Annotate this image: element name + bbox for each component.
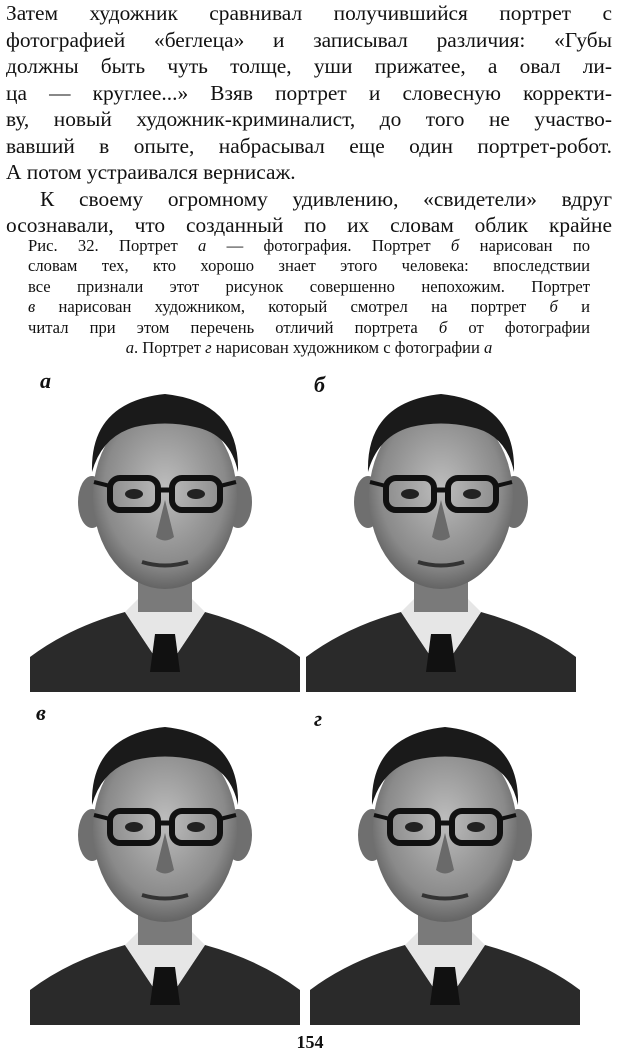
caption-line: читал при этом перечень отличий портрета б от фотографии <box>28 317 590 337</box>
page-number: 154 <box>296 1032 324 1052</box>
text-line: А потом устраивался вернисаж. <box>6 160 296 184</box>
portrait-b <box>300 362 582 692</box>
portrait-g-image <box>310 705 580 1025</box>
text-line: ца — круглее...» Взяв портрет и словесную корректи- <box>6 80 612 105</box>
text-line: вавший в опыте, набрасывал еще один портрет-робот. <box>6 133 612 158</box>
body-paragraph-1 <box>6 0 612 239</box>
text-line: ву, новый художник-криминалист, до того не участво- <box>6 107 612 131</box>
figure-caption <box>28 236 590 358</box>
caption-line: в нарисован художником, который смотрел на портрет б и <box>28 297 591 317</box>
portrait-label-g: г <box>314 706 323 731</box>
text-line: К своему огромному удивлению, «свидетели» вдруг <box>40 186 612 211</box>
portrait-a <box>30 362 300 692</box>
portrait-label-b: б <box>314 372 325 397</box>
portrait-label-a: а <box>40 368 51 393</box>
portrait-g <box>310 705 580 1025</box>
portrait-v-image <box>30 705 300 1025</box>
text-line: должны быть чуть толще, уши прижатее, а овал ли- <box>6 54 612 78</box>
caption-line: все признали этот рисунок совершенно непохожим. Портрет <box>28 276 590 296</box>
text-line: фотографией «беглеца» и записывал различия: «Губы <box>6 27 612 52</box>
portrait-b-image <box>300 362 582 692</box>
caption-line: словам тех, кто хорошо знает этого человека: впоследствии <box>28 256 590 276</box>
text-line: осознавали, что созданный по их словам облик крайне <box>6 213 612 237</box>
portrait-v <box>30 705 300 1025</box>
text-line: Затем художник сравнивал получившийся портрет с <box>6 1 612 25</box>
caption-line: а. Портрет г нарисован художником с фотографии а <box>125 338 493 358</box>
portrait-label-v: в <box>36 700 46 725</box>
caption-line: Рис. 32. Портрет а — фотография. Портрет б нарисован по <box>28 236 590 255</box>
portrait-a-image <box>30 362 300 692</box>
